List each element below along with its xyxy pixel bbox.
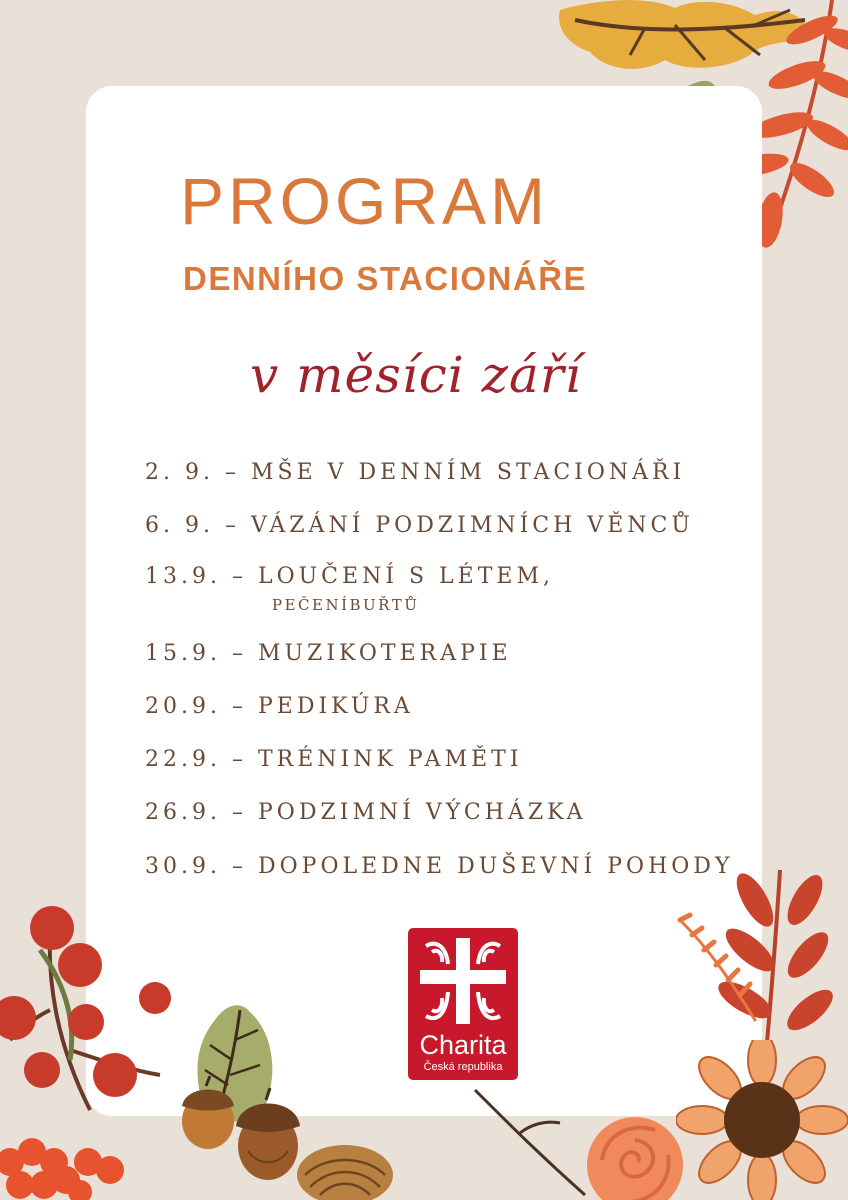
month-heading: v měsíci září xyxy=(250,346,582,404)
event-separator: – xyxy=(231,694,247,719)
event-separator: – xyxy=(231,800,247,825)
event-item xyxy=(145,802,587,824)
page-subtitle: DENNÍHO STACIONÁŘE xyxy=(183,260,588,297)
event-date: 15.9. xyxy=(145,641,221,666)
event-separator: – xyxy=(231,564,247,589)
event-date: 2. 9. xyxy=(145,460,214,485)
event-description: PODZIMNÍ VÝCHÁZKA xyxy=(257,800,587,825)
event-item xyxy=(145,462,685,484)
event-description: MŠE V DENNÍM STACIONÁŘI xyxy=(250,460,686,485)
event-separator: – xyxy=(224,460,240,485)
event-date: 26.9. xyxy=(145,800,221,825)
charita-cross-icon xyxy=(416,936,510,1026)
pinecone-icon xyxy=(295,1135,395,1200)
event-description: VÁZÁNÍ PODZIMNÍCH VĚNCŮ xyxy=(250,513,694,538)
page-title: PROGRAM xyxy=(180,164,550,238)
rose-icon xyxy=(580,1110,690,1200)
logo-brand: Charita xyxy=(419,1030,507,1060)
twig-icon xyxy=(470,1085,590,1200)
event-item xyxy=(145,515,694,537)
event-separator: – xyxy=(231,747,247,772)
logo-country: Česká republika xyxy=(423,1061,503,1073)
event-separator: – xyxy=(224,513,240,538)
event-separator: – xyxy=(231,854,247,879)
event-date: 22.9. xyxy=(145,747,221,772)
event-separator: – xyxy=(231,641,247,666)
event-item xyxy=(145,566,554,613)
event-date: 20.9. xyxy=(145,694,221,719)
event-description: DOPOLEDNE DUŠEVNÍ POHODY xyxy=(257,854,734,879)
sunflower-icon xyxy=(676,1040,848,1200)
event-description: PEDIKÚRA xyxy=(257,694,414,719)
event-description: TRÉNINK PAMĚTI xyxy=(257,747,523,772)
event-item xyxy=(145,856,733,878)
event-date: 13.9. xyxy=(145,564,221,589)
charita-logo xyxy=(408,928,518,1080)
berries-icon xyxy=(0,900,190,1200)
event-subdescription: PEČENÍBUŘTŮ xyxy=(272,596,420,614)
event-description: LOUČENÍ S LÉTEM, xyxy=(257,564,554,589)
event-description: MUZIKOTERAPIE xyxy=(257,641,512,666)
event-item xyxy=(145,643,512,665)
fern-leaf-icon xyxy=(670,860,848,1070)
event-item xyxy=(145,749,523,771)
event-date: 30.9. xyxy=(145,854,221,879)
event-item xyxy=(145,696,414,718)
event-date: 6. 9. xyxy=(145,513,214,538)
